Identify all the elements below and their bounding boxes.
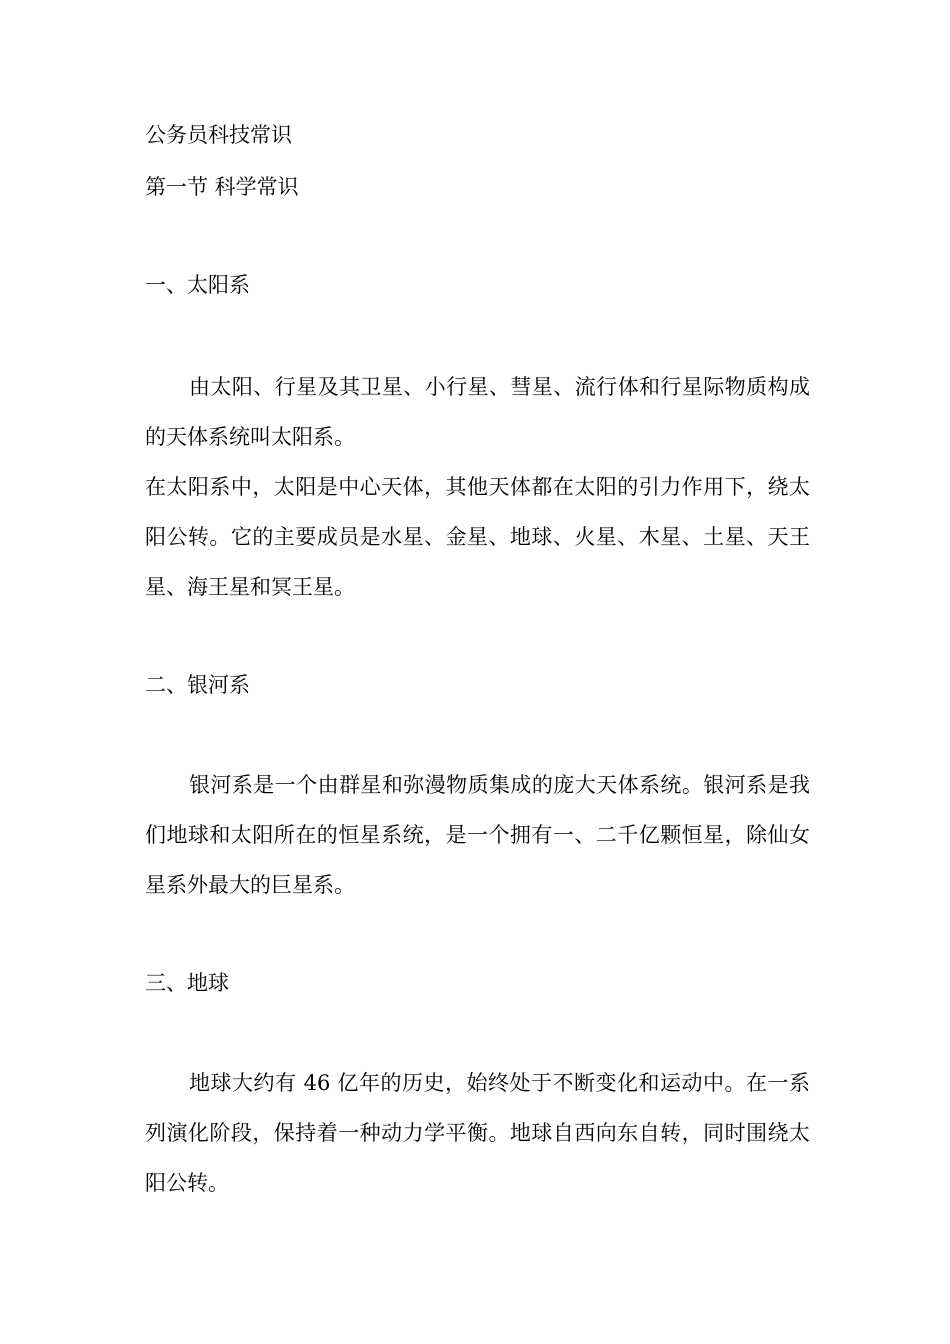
paragraph-milky-way: 银河系是一个由群星和弥漫物质集成的庞大天体系统。银河系是我们地球和太阳所在的恒星系统，是一个拥有一、二千亿颗恒星，除仙女星系外最大的巨星系。 <box>145 773 810 897</box>
paragraph-solar-system-definition: 由太阳、行星及其卫星、小行星、彗星、流行体和行星际物质构成的天体系统叫太阳系。 <box>145 375 810 449</box>
section-title: 第一节 科学常识 <box>145 175 299 199</box>
paragraph-solar-system-members: 在太阳系中，太阳是中心天体，其他天体都在太阳的引力作用下，绕太阳公转。它的主要成员是水星、金星、地球、火星、木星、土星、天王星、海王星和冥王星。 <box>145 475 810 599</box>
heading-earth: 三、地球 <box>145 971 229 995</box>
paragraph-earth: 地球大约有 46 亿年的历史，始终处于不断变化和运动中。在一系列演化阶段，保持着一种动力学平衡。地球自西向东自转，同时围绕太阳公转。 <box>145 1071 810 1195</box>
document-title: 公务员科技常识 <box>145 123 292 147</box>
heading-solar-system: 一、太阳系 <box>145 273 250 297</box>
heading-milky-way: 二、银河系 <box>145 673 250 697</box>
